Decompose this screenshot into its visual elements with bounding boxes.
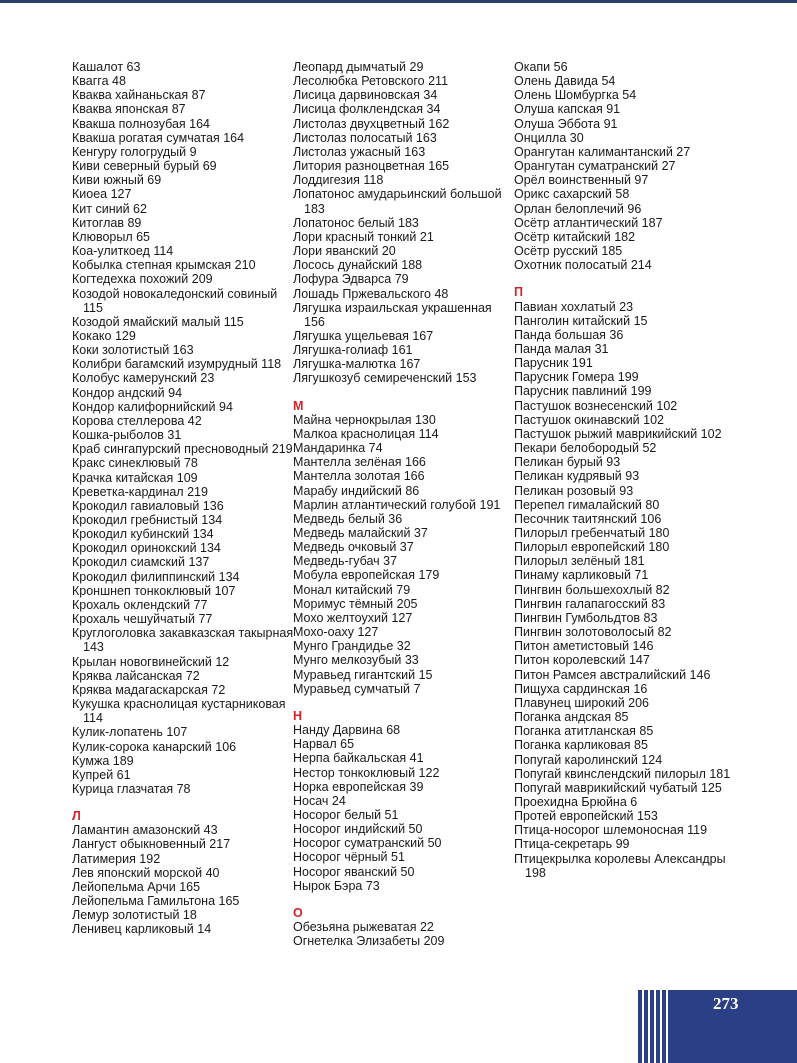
index-entry: Пастушок рыжий маврикийский 102 (514, 426, 722, 441)
index-entry: Лисица фолклендская 34 (293, 102, 441, 117)
index-entry: Крокодил кубинский 134 (72, 527, 214, 542)
index-entry: Лоддигезия 118 (293, 173, 384, 188)
index-entry: Орангутан суматранский 27 (514, 159, 676, 174)
index-entry: Панда большая 36 (514, 327, 624, 342)
index-entry: Осётр русский 185 (514, 244, 623, 259)
folio-stripes (638, 990, 672, 1063)
index-entry: Крокодил сиамский 137 (72, 555, 210, 570)
index-entry: Парусник Гомера 199 (514, 370, 639, 385)
index-entry: Крокодил гребнистый 134 (72, 513, 223, 527)
index-entry: Осётр атлантический 187 (514, 215, 663, 230)
index-entry: Мандаринка 74 (293, 441, 383, 456)
index-entry: Пеликан кудрявый 93 (514, 469, 640, 484)
index-entry: Питон аметистовый 146 (514, 639, 654, 654)
index-entry: Пилорыл гребенчатый 180 (514, 526, 670, 540)
index-entry: Квагга 48 (72, 74, 126, 89)
index-entry: Пекари белобородый 52 (514, 441, 657, 456)
index-entry: Муравьед гигантский 15 (293, 667, 433, 682)
index-entry: Лангуст обыкновенный 217 (72, 837, 231, 852)
index-entry: Латимерия 192 (72, 851, 161, 866)
index-entry: Кракс синеклювый 78 (72, 456, 198, 471)
index-entry: Орлан белоплечий 96 (514, 201, 642, 216)
index-entry: Лошадь Пржевальского 48 (293, 286, 449, 301)
index-entry: Пингвин Гумбольдтов 83 (514, 610, 658, 625)
index-entry: Лев японский морской 40 (72, 865, 220, 880)
index-entry: Кроншнеп тонкоклювый 107 (72, 583, 236, 598)
index-entry: Пастушок вознесенский 102 (514, 398, 678, 413)
index-entry: Перепел гималайский 80 (514, 497, 660, 512)
index-entry: Птицекрылка королевы Александры 198 (514, 851, 726, 880)
index-letter-heading: П (514, 285, 523, 300)
index-entry: Колибри багамский изумрудный 118 (72, 357, 282, 372)
index-entry: Окапи 56 (514, 60, 568, 74)
index-entry: Лесолюбка Ретовского 211 (293, 74, 449, 89)
index-entry: Кокако 129 (72, 328, 136, 343)
index-entry: Плавунец широкий 206 (514, 695, 650, 710)
index-entry: Кулик-сорока канарский 106 (72, 739, 237, 754)
index-entry: Козодой новокаледонский совиный 115 (72, 286, 278, 315)
index-entry: Кондор калифорнийский 94 (72, 399, 233, 414)
index-entry: Нерпа байкальская 41 (293, 751, 424, 766)
index-entry: Пищуха сардинская 16 (514, 681, 648, 696)
index-entry: Носорог индийский 50 (293, 822, 423, 837)
index-entry: Кондор андский 94 (72, 385, 183, 400)
index-entry: Медведь белый 36 (293, 511, 403, 526)
index-entry: Лягушка-малютка 167 (293, 357, 421, 372)
folio-bar (672, 990, 797, 1063)
index-entry: Кумжа 189 (72, 753, 134, 768)
index-entry: Нестор тонкоклювый 122 (293, 765, 440, 780)
index-entry: Марлин атлантический голубой 191 (293, 497, 501, 512)
index-entry: Олуша Эббота 91 (514, 116, 618, 131)
index-entry: Мохо-оаху 127 (293, 625, 379, 640)
index-entry: Креветка-кардинал 219 (72, 484, 208, 499)
index-entry: Панда малая 31 (514, 341, 609, 356)
index-entry: Норка европейская 39 (293, 779, 424, 794)
index-entry: Курица глазчатая 78 (72, 781, 191, 796)
index-entry: Олень Шомбургка 54 (514, 88, 637, 103)
index-entry: Крохаль оклендский 77 (72, 597, 208, 612)
index-entry: Обезьяна рыжеватая 22 (293, 920, 434, 935)
index-entry: Огнетелка Элизабеты 209 (293, 934, 445, 949)
index-entry: Коки золотистый 163 (72, 343, 194, 358)
index-entry: Нырок Бэра 73 (293, 878, 380, 893)
index-entry: Крылан новогвинейский 12 (72, 654, 230, 669)
index-entry: Парусник 191 (514, 356, 593, 371)
index-entry: Клюворыл 65 (72, 229, 151, 244)
index-entry: Кошка-рыболов 31 (72, 428, 182, 443)
index-entry: Лемур золотистый 18 (72, 908, 197, 923)
index-entry: Киви северный бурый 69 (72, 159, 217, 174)
index-entry: Колобус камерунский 23 (72, 371, 215, 386)
index-entry: Лягушка-голиаф 161 (293, 343, 413, 358)
index-entry: Круглоголовка закавказская такырная 143 (72, 626, 294, 655)
index-entry: Кенгуру гологрудый 9 (72, 144, 197, 159)
page-top-line (0, 0, 797, 3)
index-entry: Медведь очковый 37 (293, 540, 414, 555)
index-entry: Медведь малайский 37 (293, 526, 428, 540)
index-entry: Листолаз ужасный 163 (293, 144, 426, 159)
index-entry: Козодой ямайский малый 115 (72, 314, 244, 329)
index-entry: Пеликан бурый 93 (514, 455, 621, 470)
index-entry: Питон Рамсея австралийский 146 (514, 667, 711, 682)
index-entry: Поганка карликовая 85 (514, 738, 648, 753)
index-entry: Мохо желтоухий 127 (293, 610, 413, 625)
index-entry: Кваква японская 87 (72, 102, 186, 117)
index-entry: Мантелла зелёная 166 (293, 455, 426, 470)
index-entry: Монал китайский 79 (293, 582, 411, 597)
index-entry: Питон королевский 147 (514, 653, 650, 668)
index-column-2 (293, 60, 515, 948)
index-entry: Птица-носорог шлемоносная 119 (514, 823, 708, 838)
index-entry: Кряква лайсанская 72 (72, 668, 200, 683)
index-entry: Мантелла золотая 166 (293, 469, 425, 484)
index-entry: Мунго мелкозубый 33 (293, 653, 419, 668)
index-entry: Мобула европейская 179 (293, 568, 440, 583)
index-entry: Носорог чёрный 51 (293, 850, 405, 865)
index-entry: Кит синий 62 (72, 201, 147, 216)
index-entry: Краб сингапурский пресноводный 219 (72, 442, 293, 457)
index-entry: Олень Давида 54 (514, 74, 616, 89)
index-entry: Осётр китайский 182 (514, 229, 636, 244)
index-entry: Майна чернокрылая 130 (293, 412, 436, 427)
index-entry: Кваква хайнаньская 87 (72, 88, 206, 103)
index-entry: Корова стеллерова 42 (72, 413, 202, 428)
index-entry: Поганка атитланская 85 (514, 724, 654, 739)
index-entry: Пилорыл зелёный 181 (514, 554, 645, 569)
index-entry: Протей европейский 153 (514, 809, 658, 824)
index-entry: Пингвин золотоволосый 82 (514, 625, 672, 640)
index-entry: Лейопельма Гамильтона 165 (72, 894, 240, 909)
index-entry: Кобылка степная крымская 210 (72, 258, 256, 273)
index-entry: Лосось дунайский 188 (293, 258, 423, 273)
index-entry: Ленивец карликовый 14 (72, 922, 212, 937)
index-entry: Орёл воинственный 97 (514, 173, 649, 188)
index-entry: Кулик-лопатень 107 (72, 725, 188, 740)
index-entry: Поганка андская 85 (514, 710, 629, 725)
index-entry: Марабу индийский 86 (293, 483, 420, 498)
index-entry: Ламантин амазонский 43 (72, 823, 218, 838)
index-entry: Нанду Дарвина 68 (293, 723, 401, 738)
index-letter-heading: М (293, 398, 304, 413)
index-entry: Листолаз полосатый 163 (293, 130, 437, 145)
index-entry: Крачка китайская 109 (72, 470, 198, 485)
index-letter-heading: О (293, 905, 303, 920)
index-entry: Муравьед сумчатый 7 (293, 681, 421, 696)
index-entry: Крокодил филиппинский 134 (72, 569, 240, 584)
index-letter-heading: Н (293, 708, 303, 723)
index-entry: Парусник павлиний 199 (514, 384, 652, 399)
index-entry: Попугай маврикийский чубатый 125 (514, 780, 722, 795)
index-entry: Киоеа 127 (72, 187, 132, 202)
index-entry: Пингвин галапагосский 83 (514, 596, 666, 611)
index-entry: Кашалот 63 (72, 60, 141, 74)
index-letter-heading: Л (72, 809, 81, 824)
index-entry: Проехидна Брюйна 6 (514, 794, 638, 809)
index-entry: Моримус тёмный 205 (293, 596, 418, 611)
index-entry: Панголин китайский 15 (514, 313, 648, 328)
index-entry: Мунго Грандидье 32 (293, 639, 411, 654)
index-entry: Китоглав 89 (72, 215, 142, 230)
index-entry: Крохаль чешуйчатый 77 (72, 612, 213, 627)
page-number: 273 (713, 994, 739, 1013)
index-entry: Коа-улиткоед 114 (72, 244, 174, 259)
index-entry: Павиан хохлатый 23 (514, 299, 634, 314)
index-entry: Олуша капская 91 (514, 102, 621, 117)
index-entry: Охотник полосатый 214 (514, 258, 652, 273)
index-entry: Квакша рогатая сумчатая 164 (72, 130, 245, 145)
index-entry: Орангутан калимантанский 27 (514, 144, 691, 159)
index-entry: Носорог яванский 50 (293, 864, 415, 879)
index-entry: Пингвин большехохлый 82 (514, 582, 670, 597)
index-entry: Лягушкозуб семиреченский 153 (293, 371, 477, 386)
index-entry: Медведь-губач 37 (293, 554, 398, 569)
index-entry: Носорог белый 51 (293, 807, 399, 822)
index-entry: Носач 24 (293, 793, 346, 808)
index-entry: Леопард дымчатый 29 (293, 60, 424, 74)
page-folio (638, 990, 797, 1063)
index-entry: Кряква мадагаскарская 72 (72, 682, 226, 697)
index-entry: Пастушок окинавский 102 (514, 412, 664, 427)
index-entry: Лофура Эдварса 79 (293, 272, 409, 287)
index-entry: Пеликан розовый 93 (514, 483, 634, 498)
index-entry: Онцилла 30 (514, 130, 584, 145)
index-entry: Крокодил гавиаловый 136 (72, 498, 224, 513)
index-column-3 (514, 60, 736, 880)
index-entry: Лори красный тонкий 21 (293, 229, 434, 244)
index-entry: Пилорыл европейский 180 (514, 540, 670, 555)
index-entry: Попугай квинслендский пилорыл 181 (514, 766, 731, 781)
index-entry: Носорог суматранский 50 (293, 836, 442, 851)
index-entry: Орикс сахарский 58 (514, 187, 630, 202)
index-column-1 (72, 60, 294, 937)
index-entry: Крокодил оринокский 134 (72, 541, 221, 556)
index-entry: Квакша полнозубая 164 (72, 116, 211, 131)
index-entry: Купрей 61 (72, 767, 131, 782)
index-entry: Птица-секретарь 99 (514, 837, 630, 852)
index-entry: Лори яванский 20 (293, 244, 396, 259)
index-entry: Песочник таитянский 106 (514, 511, 662, 526)
index-entry: Лисица дарвиновская 34 (293, 88, 438, 103)
index-entry: Нарвал 65 (293, 737, 355, 752)
index-entry: Лопатонос белый 183 (293, 215, 419, 230)
index-entry: Пинаму карликовый 71 (514, 568, 649, 583)
index-entry: Попугай каролинский 124 (514, 752, 663, 767)
index-entry: Лопатонос амударьинский большой 183 (293, 187, 502, 216)
index-entry: Кукушка краснолицая кустарниковая 114 (72, 697, 286, 726)
index-entry: Малкоа краснолицая 114 (293, 426, 439, 441)
index-entry: Лейопельма Арчи 165 (72, 879, 201, 894)
index-entry: Лягушка ущельевая 167 (293, 328, 434, 343)
index-entry: Когтедехка похожий 209 (72, 272, 213, 287)
index-entry: Киви южный 69 (72, 173, 162, 188)
index-entry: Литория разноцветная 165 (293, 159, 450, 174)
index-entry: Лягушка израильская украшенная 156 (293, 300, 492, 329)
index-entry: Листолаз двухцветный 162 (293, 116, 450, 131)
